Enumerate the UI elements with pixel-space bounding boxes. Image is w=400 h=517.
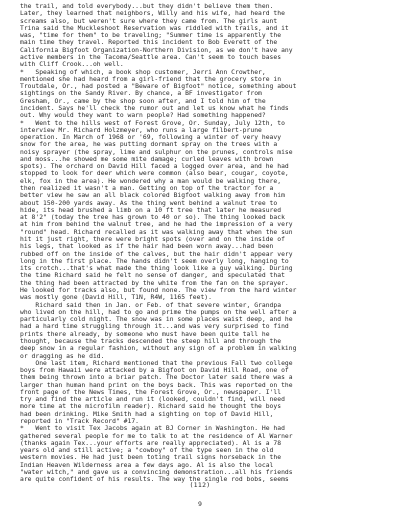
text-line: about 150-200 yards away. As the thing went behind a walnut tree to — [20, 199, 278, 207]
text-line: Richard said then in Jan. or Feb. of that severe winter, Grandpa — [20, 301, 282, 309]
text-line: sightings on the Sandy River. By chance, a BF investigator from — [20, 90, 262, 98]
text-line: the thing had been attracted by the white from the fan on the sprayer. — [20, 279, 289, 287]
text-line: gathered several people for me to talk to at the residence of Al Warner — [20, 432, 293, 440]
text-line: Trina said the Muckleshoot Reservation was riddled with trails, and it — [20, 24, 289, 32]
text-line: better view he saw an all black colored Bigfoot walking away from him — [20, 192, 285, 200]
text-line: the time Richard said he felt no sense of danger, and speculated that — [20, 272, 285, 280]
text-line: (thanks again Tex...your efforts are really appreciated). Al is a 78 — [20, 439, 282, 447]
text-line: "round" head. Richard recalled as it was walking away that when the sun — [20, 228, 293, 236]
text-line: try and find the article and run it (looked, couldn't find, will need — [20, 396, 285, 404]
text-line: particularly cold night. The snow was in some places waist deep, and he — [20, 316, 293, 324]
text-line: mentioned she had heard from a girl-friend that the grocery store in — [20, 75, 282, 83]
text-line: then realized it wasn't a man. Getting on top of the tractor for a — [20, 185, 274, 193]
text-line: or dragging as he did. — [20, 352, 105, 360]
text-line: its crotch...that's what made the thing look like a guy walking. During — [20, 265, 293, 273]
text-line: long in the first place. The hands didn't seem overly long, hanging to — [20, 257, 289, 265]
text-line: more time at the microfilm reader). Richard said he thought the boys — [20, 403, 282, 411]
text-line: with Cliff Crook...oh well. — [20, 61, 124, 69]
text-line: at 8'2" (today the tree has grown to 40 or so). The thing looked back — [20, 214, 285, 222]
text-line: was, "time for them" to be traveling; "Summer time is apparently the — [20, 32, 282, 40]
text-line: incident. Says he'll check the rumor out and let us know what he finds — [20, 104, 289, 112]
text-line: western movies. He had just been toting trail signs horseback in the — [20, 454, 282, 462]
text-line: interview Mr. Richard Holzmeyer, who runs a large filbert-prune — [20, 126, 262, 134]
text-line: spots). The orchard on David Hill faced a logged over area, and he had — [20, 163, 289, 171]
text-line: noisy sprayer (the spray, lime and sulphur on the prunes, controls mise — [20, 148, 293, 156]
text-line: them being thrown into a briar patch. The Doctor later said there was a — [20, 374, 293, 382]
text-line: "water witch," and gave us a convincing demonstration...all his friends — [20, 469, 293, 476]
text-line: * Speaking of which, a book shop customer, Jerri Ann Crowther, — [20, 68, 266, 76]
text-line: Indian Heaven Wilderness area a few days ago. Al is also the local — [20, 461, 274, 469]
text-line: larger than human hand print on the boys back. This was reported on the — [20, 381, 293, 389]
text-line: hide, its head brushed a limb on a 10 ft tree that later he measured — [20, 206, 282, 214]
folio-number: 9 — [198, 500, 202, 508]
text-line: snow for the area, he was putting dormant spray on the trees with a — [20, 141, 278, 149]
text-line: stopped to look for deer which were common (also bear, cougar, coyote, — [20, 170, 289, 178]
text-line: * Went to visit Tex Jacobs again at BJ Corner in Washington. He had — [20, 425, 285, 433]
text-line: Troutdale, Or., had posted a "Beware of Bigfoot" notice, something about — [20, 83, 297, 91]
text-line: was mostly gone (David Hill, T1N, R4W, 1165 feet). — [20, 294, 212, 302]
text-line: prints there already, by someone who must have been quite tall he — [20, 330, 270, 338]
text-line: hit it just right, there were bright spots (over and on the inside of — [20, 236, 285, 243]
text-line: reported in "Track Record" #17. — [20, 418, 140, 426]
page-number: (112) — [189, 481, 211, 489]
text-line: He looked for tracks also, but found none. The view from the hard winter — [20, 286, 297, 294]
text-line: the trail, and told everybody...but they didn't believe them then. — [20, 3, 274, 10]
text-line: rubbed off on the inside of the calves, but the hair didn't appear very — [20, 250, 293, 258]
text-line: out. Why would they want to warn people? Had something happened? — [20, 112, 266, 120]
text-line: front page of the News Times, the Forest Grove, Or., newspaper. I'll — [20, 388, 282, 396]
body-text — [20, 3, 386, 484]
text-line: main time they travel. Reported this incident to Bob Everett of the — [20, 39, 278, 47]
text-line: * Went to the hills west of Forest Grove, Or. Sunday, July 12th, to — [20, 119, 285, 127]
text-line: One last item, Richard mentioned that the previous Fall two college — [20, 359, 293, 367]
text-line: deep snow in a regular fashion, without any sign of a problem in walking — [20, 345, 297, 353]
text-line: are quite confident of his results. The way the single rod bobs, seems — [20, 476, 289, 484]
text-line: and moss...he showed me some mite damage; curled leaves with brown — [20, 155, 274, 163]
text-line: his legs, that looked as if the hair had been worn away...had been — [20, 243, 274, 251]
text-line: years old and still active; a "cowboy" of the type seen in the old — [20, 447, 274, 455]
text-line: California Bigfoot Organization-Northern Division, as we don't have any — [20, 46, 293, 54]
text-line: Gresham, Or., came by the shop soon after, and I told him of the — [20, 97, 266, 105]
text-line: operation. In March of 1968 or '69, following a winter of very heavy — [20, 134, 282, 142]
text-line: who lived on the hill, had to go and prime the pumps on the well after a — [20, 308, 297, 316]
text-line: elk, fox in the area). He wondered why a man would be walking there, — [20, 177, 282, 185]
text-line: had a hard time struggling through it...and was very surprised to find — [20, 323, 289, 331]
text-line: had been drinking. Mike Smith had a sighting on top of David Hill, — [20, 410, 274, 418]
text-line: boys from Hawaii were attacked by a Bigfoot on David Hill Road, one of — [20, 367, 289, 375]
text-line: at him from behind the walnut tree, and he had the impression of a very — [20, 221, 293, 229]
text-line: thought, because the tracks descended the steep hill and through the — [20, 337, 282, 345]
text-line: screams also, but weren't sure where they came from. The girls aunt — [20, 17, 278, 25]
text-line: active members in the Tacoma/Seattle area. Can't seem to touch bases — [20, 53, 282, 61]
text-line: Later, they learned that neighbors, Willy and his wife, had heard the — [20, 10, 285, 18]
